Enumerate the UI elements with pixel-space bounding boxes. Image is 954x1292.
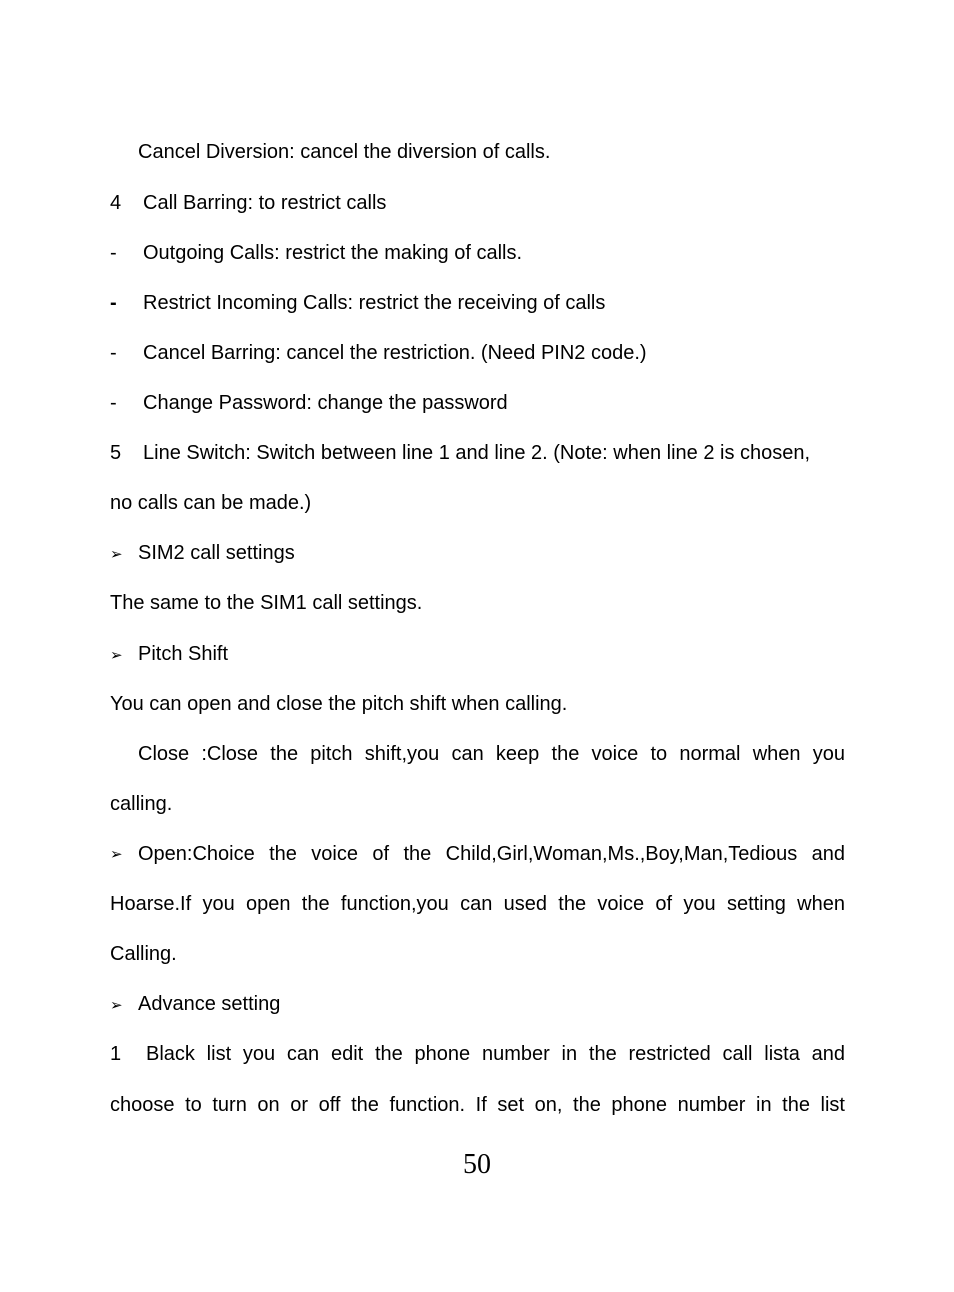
dash-item <box>110 341 647 365</box>
line-text: You can open and close the pitch shift when calling. <box>110 693 568 715</box>
page-number: 50 <box>463 1149 491 1180</box>
arrow-bullet-icon: ➢ <box>110 845 123 863</box>
dash-item <box>110 291 605 315</box>
dash-marker: - <box>110 292 117 314</box>
line-text: Open:Choice the voice of the Child,Girl,Woman,Ms.,Boy,Man,Tedious and <box>138 843 845 865</box>
paragraph-line <box>110 1093 845 1117</box>
dash-item <box>110 391 508 415</box>
paragraph-line <box>110 692 567 716</box>
dash-item <box>110 241 522 265</box>
arrow-bullet-icon: ➢ <box>110 646 123 664</box>
paragraph-line <box>138 140 550 164</box>
item-number: 4 <box>110 192 122 214</box>
line-text: Calling. <box>110 943 177 965</box>
item-number: 5 <box>110 442 122 464</box>
dash-marker: - <box>110 342 117 364</box>
line-text: Close :Close the pitch shift,you can keep the voice to normal when you <box>138 743 845 765</box>
paragraph-line <box>110 792 172 816</box>
line-text: Outgoing Calls: restrict the making of calls. <box>143 242 523 264</box>
line-text: Advance setting <box>138 993 281 1015</box>
line-text: Pitch Shift <box>138 643 229 665</box>
line-text: The same to the SIM1 call settings. <box>110 592 423 614</box>
paragraph-line <box>110 942 177 966</box>
line-text: Hoarse.If you open the function,you can used the voice of you setting when <box>110 893 845 915</box>
numbered-item <box>110 441 810 465</box>
arrow-bullet-icon: ➢ <box>110 996 123 1014</box>
arrow-bullet-item <box>110 541 295 566</box>
line-text: SIM2 call settings <box>138 542 295 564</box>
arrow-bullet-item <box>110 992 280 1017</box>
line-text: Change Password: change the password <box>143 392 508 414</box>
dash-marker: - <box>110 242 117 264</box>
paragraph-line <box>110 491 311 515</box>
arrow-bullet-item <box>110 642 228 667</box>
item-number: 1 <box>110 1043 122 1065</box>
line-text: Line Switch: Switch between line 1 and line 2. (Note: when line 2 is chosen, <box>143 442 811 464</box>
numbered-item <box>110 1042 845 1066</box>
line-text: Cancel Barring: cancel the restriction. (Need PIN2 code.) <box>143 342 647 364</box>
paragraph-line <box>110 892 845 916</box>
paragraph-line <box>110 591 422 615</box>
line-text: Restrict Incoming Calls: restrict the receiving of calls <box>143 292 606 314</box>
arrow-bullet-icon: ➢ <box>110 545 123 563</box>
line-text: choose to turn on or off the function. If set on, the phone number in the list <box>110 1094 845 1116</box>
arrow-bullet-item <box>110 842 845 866</box>
line-text: Black list you can edit the phone number in the restricted call lista and <box>146 1043 845 1065</box>
paragraph-line <box>138 742 845 766</box>
line-text: Cancel Diversion: cancel the diversion of calls. <box>138 141 551 163</box>
line-text: calling. <box>110 793 173 815</box>
line-text: Call Barring: to restrict calls <box>143 192 387 214</box>
dash-marker: - <box>110 392 117 414</box>
line-text: no calls can be made.) <box>110 492 312 514</box>
numbered-item <box>110 191 386 215</box>
